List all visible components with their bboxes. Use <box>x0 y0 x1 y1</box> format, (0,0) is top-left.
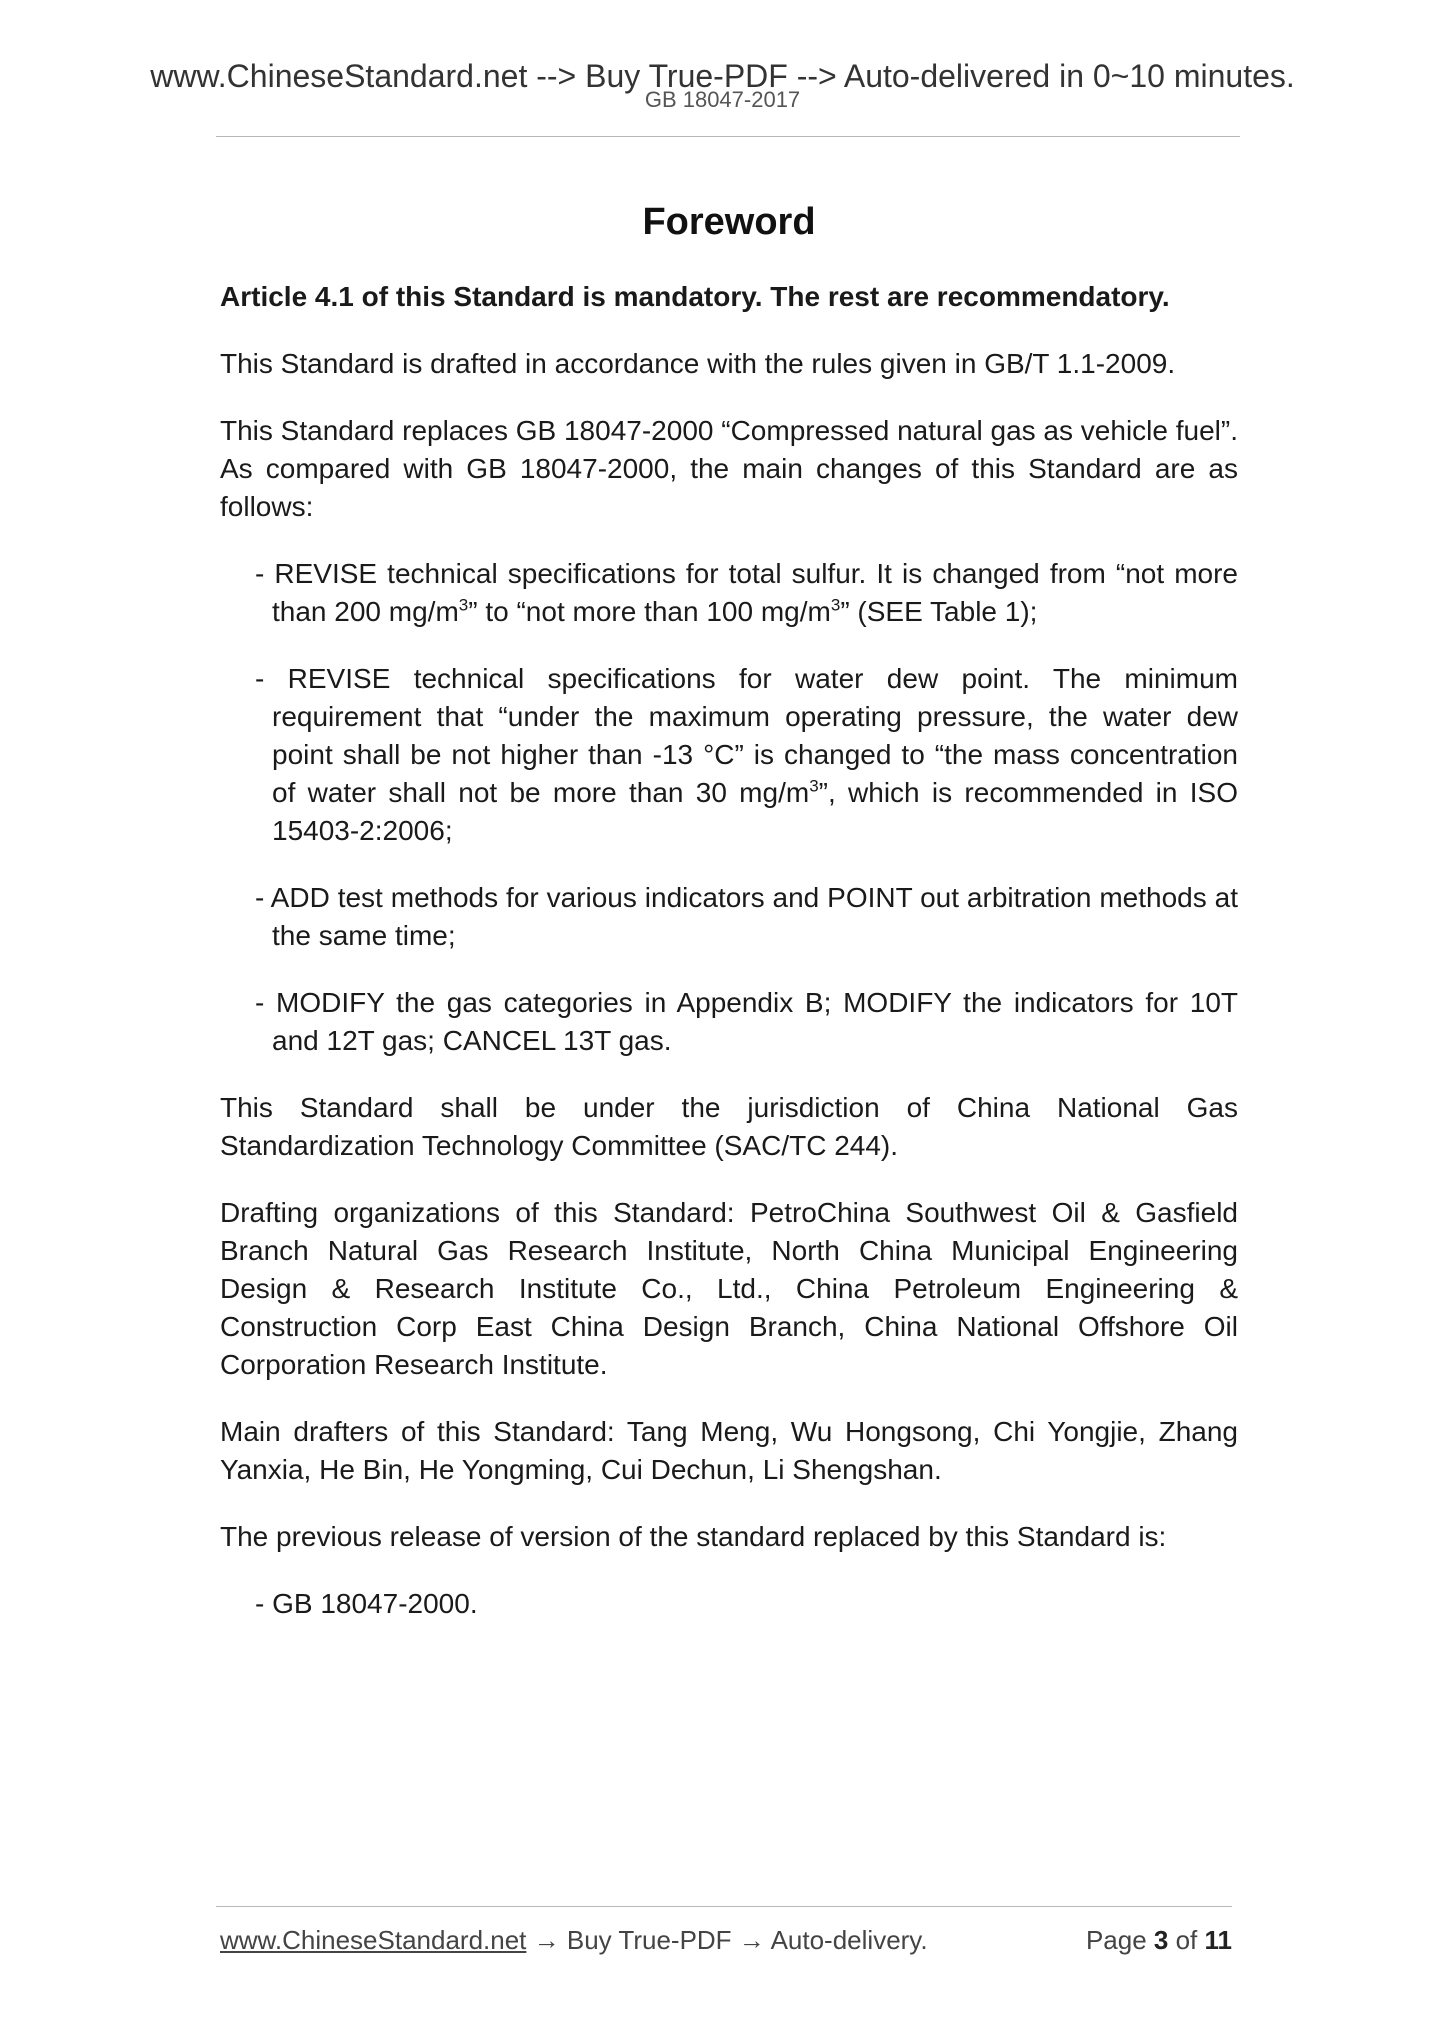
change-text: ” to “not more than 100 mg/m <box>468 596 831 627</box>
change-item-gas-categories: - MODIFY the gas categories in Appendix B; MODIFY the indicators for 10T and 12T gas; CANCEL 13T gas. <box>255 987 1238 1056</box>
change-text: ” (SEE Table 1); <box>840 596 1038 627</box>
page-title: Foreword <box>642 201 816 243</box>
page-footer <box>220 1923 1232 1957</box>
paragraph-main-drafters: Main drafters of this Standard: Tang Meng, Wu Hongsong, Chi Yongjie, Zhang Yanxia, He Bin, He Yongming, Cui Dechun, Li Shengshan. <box>220 1416 1238 1485</box>
current-page: 3 <box>1153 1925 1169 1955</box>
change-text: - REVISE technical specifications for water dew point. The minimum requirement that “under the maximum operating pressure, the water dew point shall be not higher than -13 °C” is changed to “the mass concentration of water shall not be more than 30 mg/m <box>255 663 1238 808</box>
change-item-water-dew-point <box>255 660 1238 850</box>
superscript: 3 <box>458 595 469 615</box>
document-code: GB 18047-2017 <box>644 87 801 112</box>
footer-tagline: → Buy True-PDF → Auto-delivery. <box>526 1925 928 1955</box>
superscript: 3 <box>830 595 841 615</box>
footer-website-link[interactable]: www.ChineseStandard.net <box>220 1925 527 1955</box>
footer-divider <box>216 1906 1232 1907</box>
page-label: Page <box>1085 1925 1154 1955</box>
page-number <box>1086 1923 1232 1957</box>
paragraph-replaces: This Standard replaces GB 18047-2000 “Compressed natural gas as vehicle fuel”. As compared with GB 18047-2000, the main changes of this Standard are as follows: <box>220 415 1238 522</box>
paragraph-drafting-rules: This Standard is drafted in accordance with the rules given in GB/T 1.1-2009. <box>220 348 1176 379</box>
previous-release-item: - GB 18047-2000. <box>255 1588 478 1619</box>
top-banner: www.ChineseStandard.net --> Buy True-PDF --> Auto-delivered in 0~10 minutes. <box>150 58 1295 94</box>
header-divider <box>216 136 1240 137</box>
change-item-test-methods: - ADD test methods for various indicators and POINT out arbitration methods at the same time; <box>255 882 1238 951</box>
paragraph-drafting-organizations: Drafting organizations of this Standard: PetroChina Southwest Oil & Gasfield Branch Natural Gas Research Institute, North China Municipal Engineering Design & Research Institute Co., Ltd., China Petroleum Engineering & Construction Corp East China Design Branch, China National Offshore Oil Corporation Research Institute. <box>220 1197 1238 1380</box>
page-of: of <box>1168 1925 1205 1955</box>
page-body <box>220 190 1238 1623</box>
change-text: ”, which is recommended in ISO 15403-2:2006; <box>272 777 1238 846</box>
paragraph-jurisdiction: This Standard shall be under the jurisdiction of China National Gas Standardization Technology Committee (SAC/TC 244). <box>220 1092 1238 1161</box>
mandatory-statement: Article 4.1 of this Standard is mandatory. The rest are recommendatory. <box>220 281 1170 312</box>
paragraph-previous-release: The previous release of version of the standard replaced by this Standard is: <box>220 1521 1167 1552</box>
change-item-total-sulfur <box>255 555 1238 631</box>
superscript: 3 <box>809 776 819 796</box>
change-text: - REVISE technical specifications for total sulfur. It is changed from “not more than 200 mg/m <box>255 558 1238 627</box>
total-pages: 11 <box>1204 1925 1232 1955</box>
